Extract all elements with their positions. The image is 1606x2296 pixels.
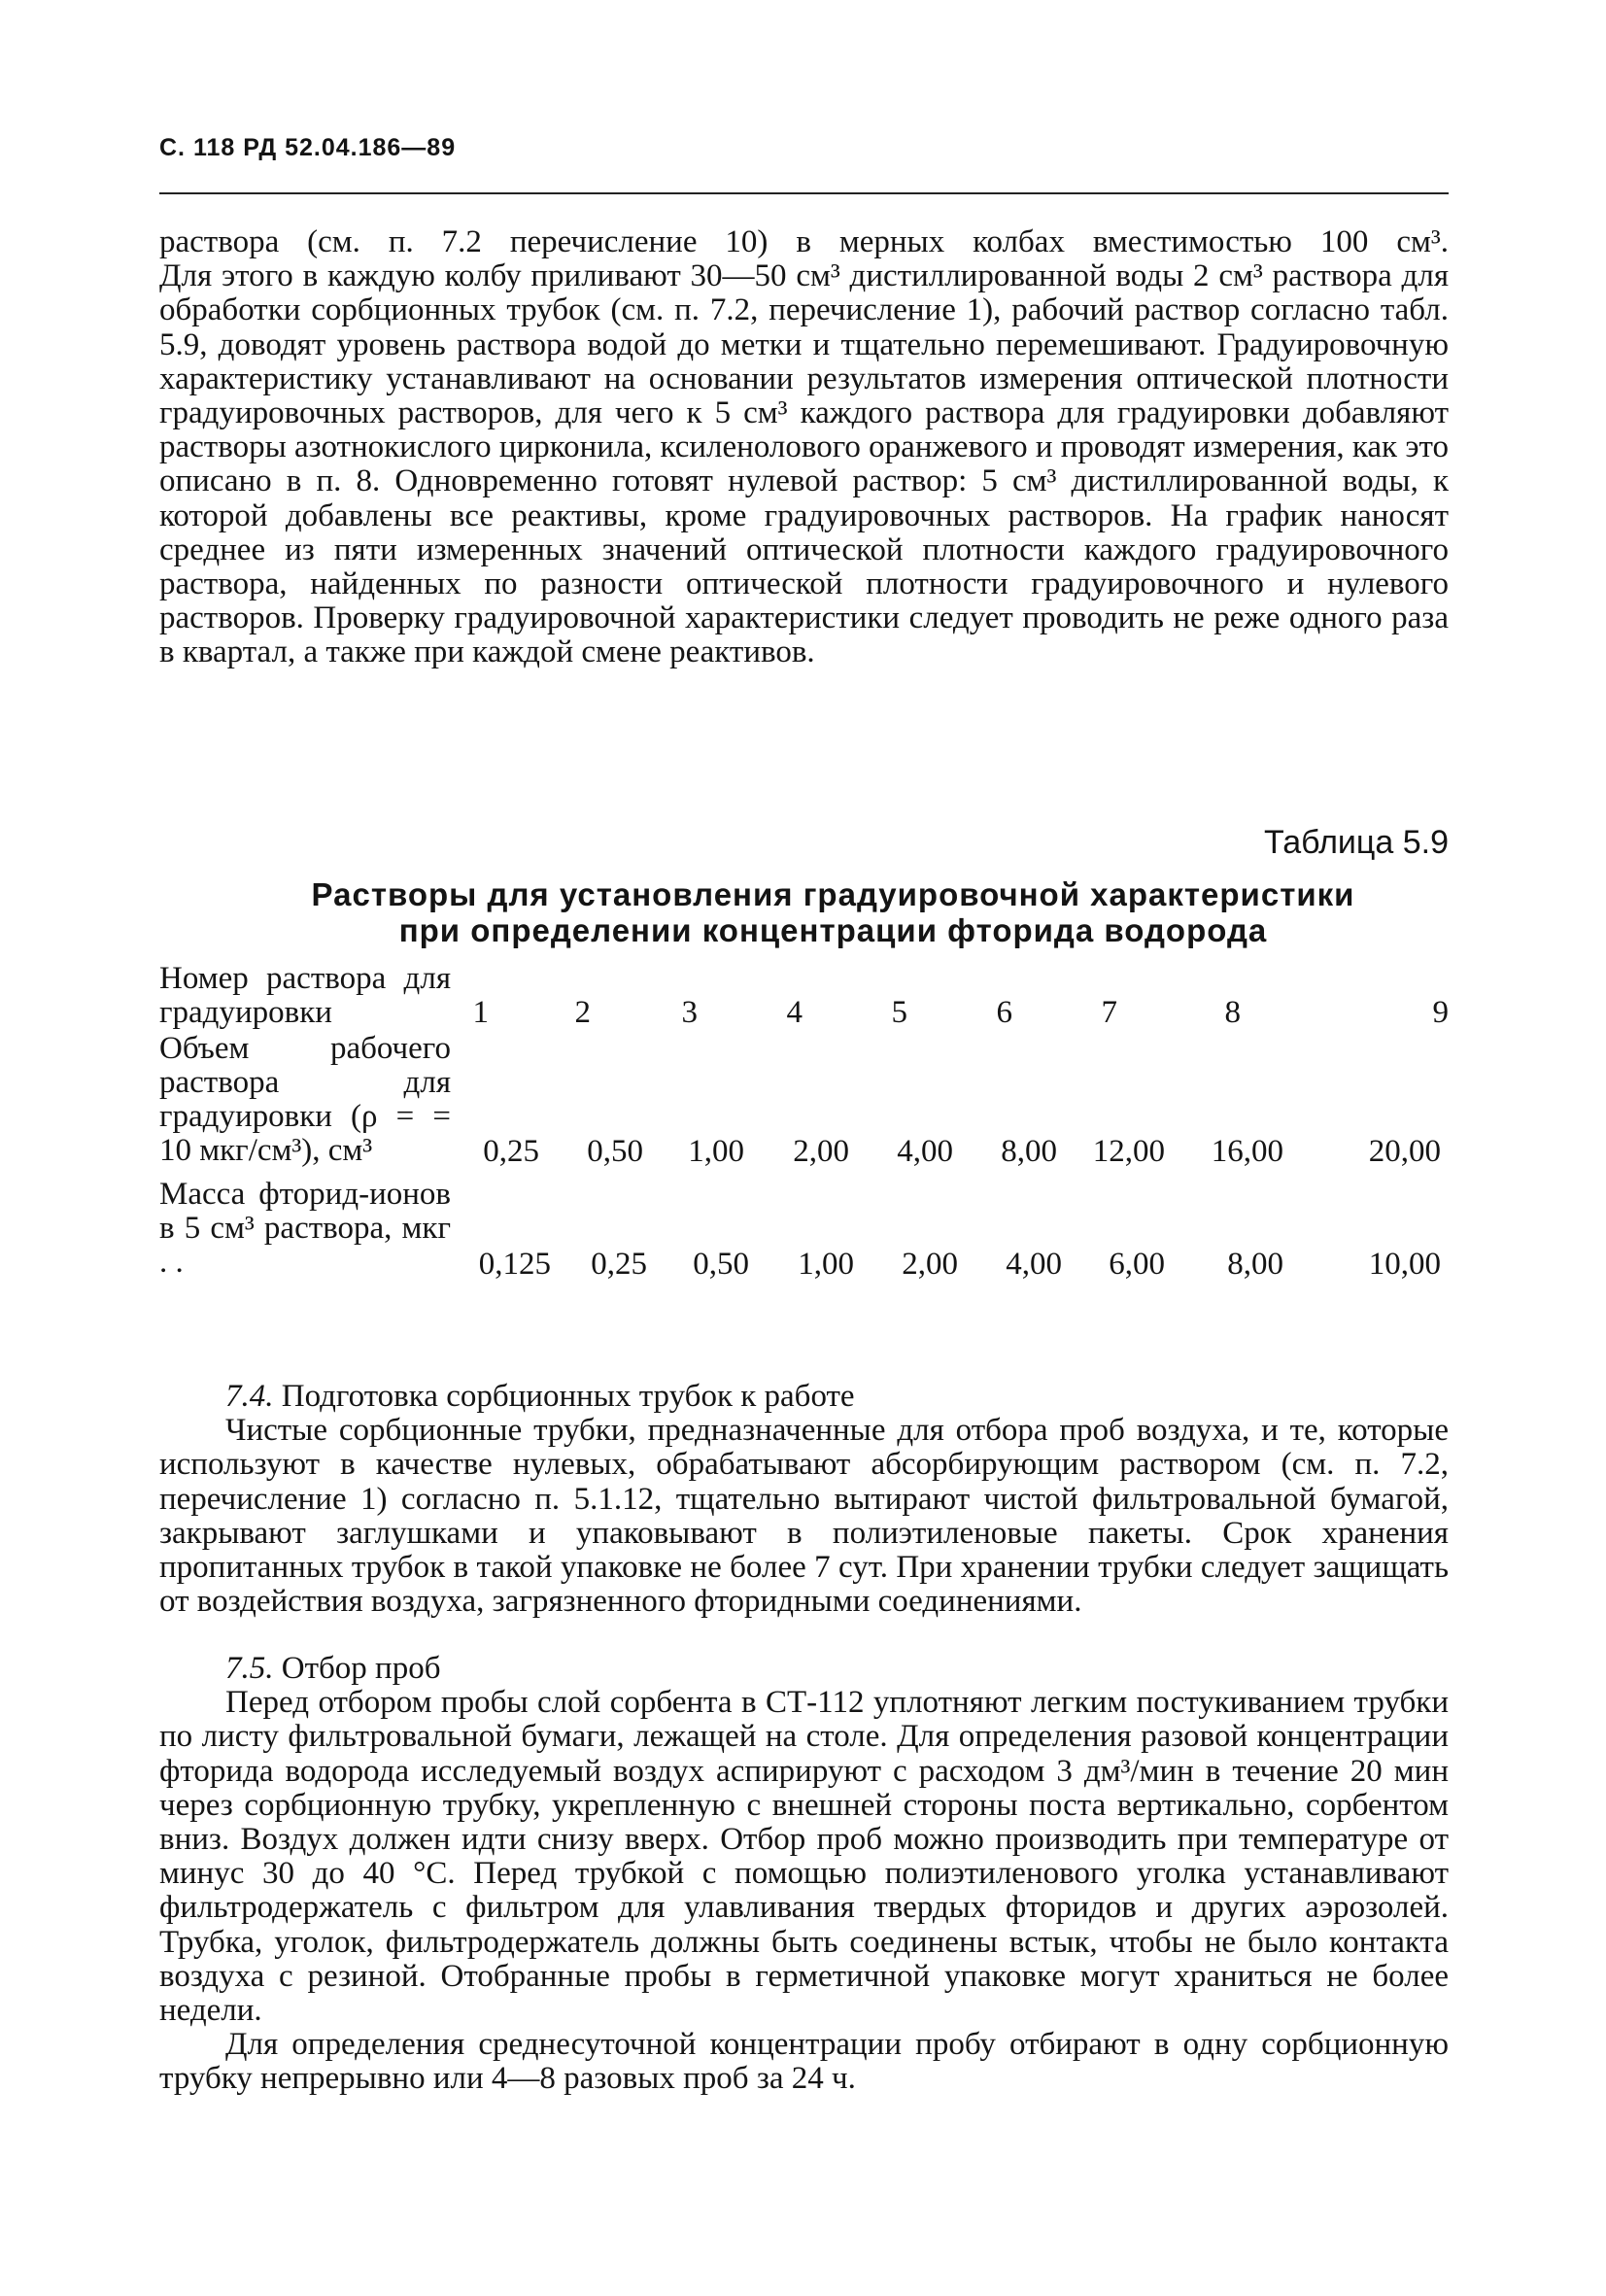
table-cell: 1 bbox=[472, 995, 489, 1030]
table-cell: 2 bbox=[574, 995, 591, 1030]
table-cell: 0,25 bbox=[483, 1134, 539, 1169]
table-cell: 8,00 bbox=[1001, 1134, 1057, 1169]
table-cell: 3 bbox=[681, 995, 698, 1030]
table-cell: 9 bbox=[1432, 995, 1449, 1030]
table-row bbox=[159, 1032, 1449, 1178]
table-cell: 10,00 bbox=[1368, 1247, 1441, 1282]
table-cell: 0,25 bbox=[591, 1247, 647, 1282]
section-7-5-text-1: Перед отбором пробы слой сорбента в СТ-112 уплотняют легким постукиванием трубки по листу фильтровальной бумаги, лежащей на столе. Для определения разовой концентрации фторида водорода исследуемый воздух аспирируют с расходом 3 дм³/мин в течение 20 мин через сорбционную трубку, укрепленную с внешней стороны поста вертикально, сорбентом вниз. Воздух должен идти снизу вверх. Отбор проб можно производить при температуре от минус 30 до 40 °С. Перед трубкой с помощью полиэтиленового уголка устанавливают фильтродержатель с фильтром для улавливания твердых фторидов и других аэрозолей. Трубка, уголок, фильтродержатель должны быть соединены встык, чтобы не было контакта воздуха с резиной. Отобранные пробы в герметичной упаковке могут храниться не более недели. bbox=[159, 1685, 1449, 2029]
page-header: С. 118 РД 52.04.186—89 bbox=[159, 134, 457, 161]
table-cell: 4,00 bbox=[897, 1134, 953, 1169]
section-7-4-text: Чистые сорбционные трубки, предназначенные для отбора проб воздуха, и те, которые используют в качестве нулевых, обрабатывают абсорбирующим раствором (см. п. 7.2, перечисление 1) согласно п. 5.1.12, тщательно вытирают чистой фильтровальной бумагой, закрывают заглушками и упаковывают в полиэтиленовые пакеты. Срок хранения пропитанных трубок в такой упаковке не более 7 сут. При хранении трубки следует защищать от воздействия воздуха, загрязненного фторидными соединениями. bbox=[159, 1413, 1449, 1620]
table-cell: 0,50 bbox=[587, 1134, 643, 1169]
section-7-4-number: 7.4. bbox=[225, 1379, 274, 1414]
table-cell: 1,00 bbox=[688, 1134, 744, 1169]
section-7-5-title: Отбор проб bbox=[281, 1651, 441, 1686]
intro-body: Для этого в каждую колбу приливают 30—50 см³ дистиллированной воды 2 см³ раствора для обработки сорбционных трубок (см. п. 7.2, перечисление 1), рабочий раствор согласно табл. 5.9, доводят уровень раствора водой до метки и тщательно перемешивают. Градуировочную характеристику устанавливают на основании результатов измерения оптической плотности градуировочных растворов, для чего к 5 см³ каждого раствора для градуировки добавляют растворы азотнокислого цирконила, ксиленолового оранжевого и проводят измерения, как это описано в п. 8. Одновременно готовят нулевой раствор: 5 см³ дистиллированной воды, к которой добавлены все реактивы, кроме градуировочных растворов. На график наносят среднее из пяти измеренных значений оптической плотности каждого градуировочного раствора, найденных по разности оптической плотности градуировочного и нулевого растворов. Проверку градуировочной характеристики следует проводить не реже одного раза в квартал, а также при каждой смене реактивов. bbox=[159, 258, 1449, 670]
table-cell: 5 bbox=[891, 995, 907, 1030]
table-number: Таблица 5.9 bbox=[1263, 824, 1449, 861]
section-7-5 bbox=[159, 1652, 1449, 2097]
table-title bbox=[159, 876, 1449, 948]
table-cell: 0,125 bbox=[478, 1247, 551, 1282]
section-7-5-text-2: Для определения среднесуточной концентрации пробу отбирают в одну сорбционную трубку непрерывно или 4—8 разовых проб за 24 ч. bbox=[159, 2027, 1449, 2097]
row-label: Объем рабочего раствора для градуировки (ρ = = 10 мкг/см³), см³ bbox=[159, 1031, 451, 1168]
section-7-4-heading bbox=[159, 1380, 1449, 1414]
table-title-line-2: при определении концентрации фторида водорода bbox=[398, 912, 1268, 948]
intro-line-1: раствора (см. п. 7.2 перечисление 10) в мерных колбах вместимостью 100 см³. bbox=[159, 224, 1449, 259]
table-cell: 2,00 bbox=[902, 1247, 958, 1282]
table-cell: 1,00 bbox=[798, 1247, 854, 1282]
table-cell: 8,00 bbox=[1227, 1247, 1283, 1282]
table-cell: 4 bbox=[786, 995, 803, 1030]
table-cell: 2,00 bbox=[793, 1134, 849, 1169]
table-cell: 4,00 bbox=[1006, 1247, 1062, 1282]
table-cell: 20,00 bbox=[1368, 1134, 1441, 1169]
table-cell: 8 bbox=[1224, 995, 1241, 1030]
section-7-4 bbox=[159, 1380, 1449, 1619]
table-cell: 16,00 bbox=[1211, 1134, 1283, 1169]
table-cell: 0,50 bbox=[693, 1247, 749, 1282]
table-cell: 7 bbox=[1101, 995, 1117, 1030]
section-7-5-number: 7.5. bbox=[225, 1651, 274, 1686]
table-cell: 12,00 bbox=[1092, 1134, 1165, 1169]
table-row bbox=[159, 962, 1449, 1032]
intro-paragraph bbox=[159, 225, 1449, 670]
table-row bbox=[159, 1178, 1449, 1285]
section-7-5-heading bbox=[159, 1652, 1449, 1686]
table-cell: 6,00 bbox=[1109, 1247, 1165, 1282]
row-label: Номер раствора для градуировки bbox=[159, 961, 451, 1030]
section-7-4-title: Подготовка сорбционных трубок к работе bbox=[281, 1379, 855, 1414]
table-cell: 6 bbox=[996, 995, 1012, 1030]
header-rule bbox=[159, 192, 1449, 194]
table-title-line-1: Растворы для установления градуировочной характеристики bbox=[311, 876, 1355, 912]
row-label: Масса фторид-ионов в 5 см³ раствора, мкг . . bbox=[159, 1177, 451, 1280]
